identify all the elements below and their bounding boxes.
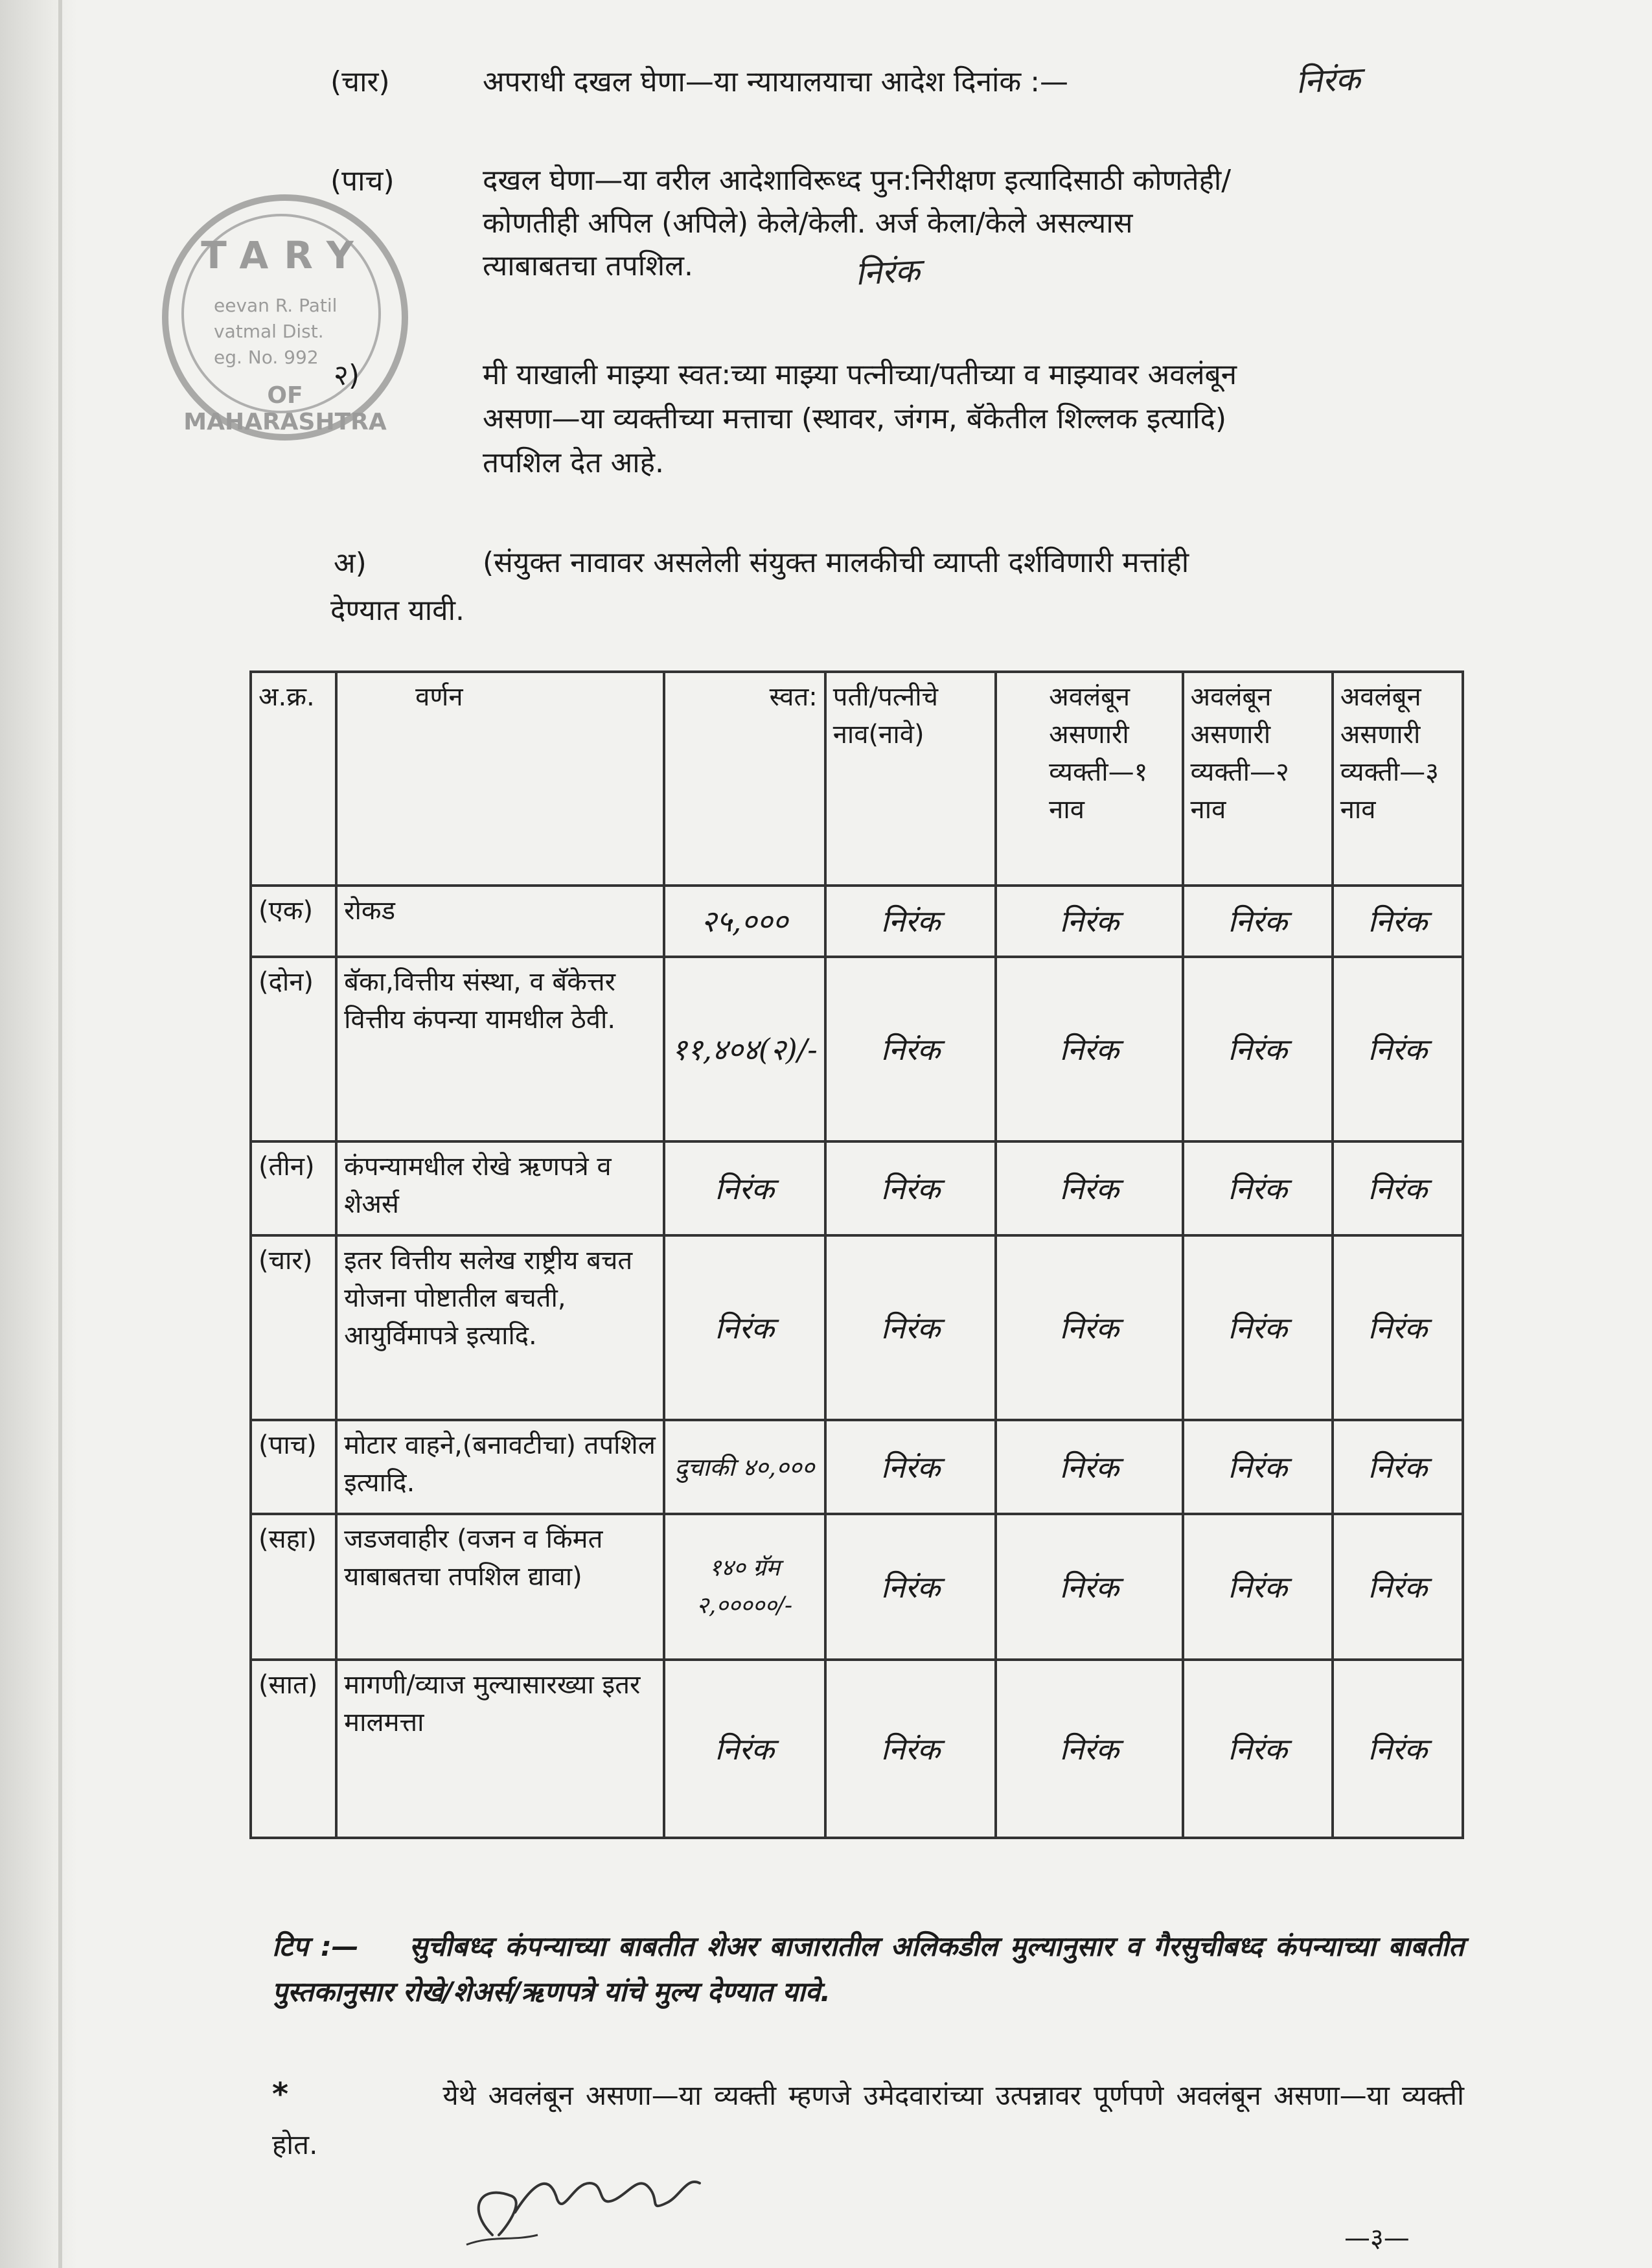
assets-table (249, 670, 1464, 1839)
row-5-description: मोटार वाहने,(बनावटीचा) तपशिल इत्यादि. (336, 1420, 663, 1514)
footnote-text: येथे अवलंबून असणा—या व्यक्ती म्हणजे उमेदवारांच्या उत्पन्नावर पूर्णपणे अवलंबून असणा—या व्यक्ती होत. (272, 2079, 1464, 2160)
para-pach-line-3: त्याबाबतचा तपशिल. (483, 249, 693, 282)
row-5-dependent-2: निरंक (1183, 1420, 1333, 1514)
notary-stamp-bottom-text: OF MAHARASHTRA (183, 382, 387, 435)
para-a-line-2: देण्यात यावी. (330, 594, 465, 627)
row-7-dependent-1: निरंक (996, 1660, 1182, 1838)
row-7-description: मागणी/व्याज मुल्यासारख्या इतर मालमत्ता (336, 1660, 663, 1838)
para-char-handwritten-value: निरंक (1294, 60, 1362, 101)
table-row (251, 1514, 1463, 1660)
row-2-spouse: निरंक (825, 957, 996, 1141)
para-2-label: २) (334, 359, 360, 392)
para-a-label: अ) (334, 547, 367, 580)
row-4-spouse: निरंक (825, 1235, 996, 1420)
row-3-description: कंपन्यामधील रोखे ऋणपत्रे व शेअर्स (336, 1141, 663, 1235)
row-5-dependent-1: निरंक (996, 1420, 1182, 1514)
para-pach-line-2: कोणतीही अपिल (अपिले) केले/केली. अर्ज केला/केले असल्यास (483, 207, 1133, 240)
row-1-spouse: निरंक (825, 886, 996, 957)
note-label: टिप :— (272, 1930, 359, 1962)
table-row (251, 886, 1463, 957)
row-6-dependent-1: निरंक (996, 1514, 1182, 1660)
header-sr: अ.क्र. (251, 672, 336, 886)
header-dependent-1: अवलंबून असणारी व्यक्ती—१ नाव (996, 672, 1182, 886)
row-2-sr: (दोन) (251, 957, 336, 1141)
table-row (251, 1660, 1463, 1838)
row-3-self: निरंक (664, 1141, 825, 1235)
page-binding-shadow (0, 0, 78, 2268)
row-4-self: निरंक (664, 1235, 825, 1420)
row-5-self: दुचाकी ४०,००० (664, 1420, 825, 1514)
header-dependent-2: अवलंबून असणारी व्यक्ती—२ नाव (1183, 672, 1333, 886)
table-row (251, 957, 1463, 1141)
note-text: सुचीबध्द कंपन्याच्या बाबतीत शेअर बाजारातील अलिकडील मुल्यानुसार व गैरसुचीबध्द कंपन्याच्या बाबतीत पुस्तकानुसार रोखे/शेअर्स/ऋणपत्रे यांचे मुल्य देण्यात यावे. (272, 1930, 1464, 2008)
para-char-label: (चार) (330, 65, 390, 98)
header-self: स्वत: (664, 672, 825, 886)
row-1-description: रोकड (336, 886, 663, 957)
row-6-description: जडजवाहीर (वजन व किंमत याबाबतचा तपशिल द्यावा) (336, 1514, 663, 1660)
row-6-self: १४० ग्रॅम २,०००००/- (664, 1514, 825, 1660)
row-6-dependent-2: निरंक (1183, 1514, 1333, 1660)
footnote-paragraph (272, 2070, 1464, 2170)
note-paragraph (272, 1924, 1464, 2015)
para-pach-line-1: दखल घेणा—या वरील आदेशाविरूध्द पुन:निरीक्षण इत्यादिसाठी कोणतेही/ (483, 164, 1232, 197)
header-dependent-3: अवलंबून असणारी व्यक्ती—३ नाव (1333, 672, 1463, 886)
para-2-line-2: असणा—या व्यक्तीच्या मत्ताचा (स्थावर, जंगम, बॅकेतील शिल्लक इत्यादि) (483, 402, 1227, 435)
para-2-line-1: मी याखाली माझ्या स्वत:च्या माझ्या पत्नीच्या/पतीच्या व माझ्यावर अवलंबून (483, 358, 1237, 391)
row-2-dependent-3: निरंक (1333, 957, 1463, 1141)
footnote-mark: * (272, 2076, 289, 2113)
row-1-dependent-1: निरंक (996, 886, 1182, 957)
row-6-sr: (सहा) (251, 1514, 336, 1660)
table-row (251, 1141, 1463, 1235)
row-2-self: ११,४०४(२)/- (664, 957, 825, 1141)
page-fold-line (58, 0, 62, 2268)
header-spouse: पती/पत्नीचे नाव(नावे) (825, 672, 996, 886)
row-3-sr: (तीन) (251, 1141, 336, 1235)
row-4-dependent-2: निरंक (1183, 1235, 1333, 1420)
notary-stamp-line-3: eg. No. 992 (214, 347, 319, 368)
row-2-dependent-1: निरंक (996, 957, 1182, 1141)
row-6-spouse: निरंक (825, 1514, 996, 1660)
table-header-row (251, 672, 1463, 886)
page-number: —३— (1344, 2223, 1410, 2253)
para-char-text: अपराधी दखल घेणा—या न्यायालयाचा आदेश दिनांक :— (483, 65, 1069, 98)
row-5-sr: (पाच) (251, 1420, 336, 1514)
row-2-description: बॅका,वित्तीय संस्था, व बॅकेत्तर वित्तीय कंपन्या यामधील ठेवी. (336, 957, 663, 1141)
table-row (251, 1420, 1463, 1514)
para-pach-label: (पाच) (330, 165, 395, 198)
row-4-description: इतर वित्तीय सलेख राष्ट्रीय बचत योजना पोष्टातील बचती, आयुर्विमापत्रे इत्यादि. (336, 1235, 663, 1420)
row-7-sr: (सात) (251, 1660, 336, 1838)
row-3-dependent-3: निरंक (1333, 1141, 1463, 1235)
row-1-sr: (एक) (251, 886, 336, 957)
para-a-line-1: (संयुक्त नावावर असलेली संयुक्त मालकीची व्याप्ती दर्शविणारी मत्तांही (483, 546, 1189, 579)
notary-stamp-line-2: vatmal Dist. (214, 321, 324, 342)
row-7-self: निरंक (664, 1660, 825, 1838)
header-description: वर्णन (336, 672, 663, 886)
notary-stamp-top-text: TARY (201, 233, 369, 277)
row-1-dependent-3: निरंक (1333, 886, 1463, 957)
row-7-dependent-2: निरंक (1183, 1660, 1333, 1838)
signature-image (453, 2138, 726, 2248)
row-4-dependent-3: निरंक (1333, 1235, 1463, 1420)
row-1-dependent-2: निरंक (1183, 886, 1333, 957)
row-5-spouse: निरंक (825, 1420, 996, 1514)
para-pach-handwritten-value: निरंक (854, 251, 921, 293)
row-5-dependent-3: निरंक (1333, 1420, 1463, 1514)
notary-stamp-line-1: eevan R. Patil (214, 295, 338, 316)
row-7-spouse: निरंक (825, 1660, 996, 1838)
row-6-dependent-3: निरंक (1333, 1514, 1463, 1660)
row-3-dependent-1: निरंक (996, 1141, 1182, 1235)
row-2-dependent-2: निरंक (1183, 957, 1333, 1141)
table-row (251, 1235, 1463, 1420)
row-3-dependent-2: निरंक (1183, 1141, 1333, 1235)
row-4-sr: (चार) (251, 1235, 336, 1420)
row-3-spouse: निरंक (825, 1141, 996, 1235)
notary-stamp (162, 194, 408, 441)
row-7-dependent-3: निरंक (1333, 1660, 1463, 1838)
row-4-dependent-1: निरंक (996, 1235, 1182, 1420)
row-1-self: २५,००० (664, 886, 825, 957)
para-2-line-3: तपशिल देत आहे. (483, 446, 664, 479)
